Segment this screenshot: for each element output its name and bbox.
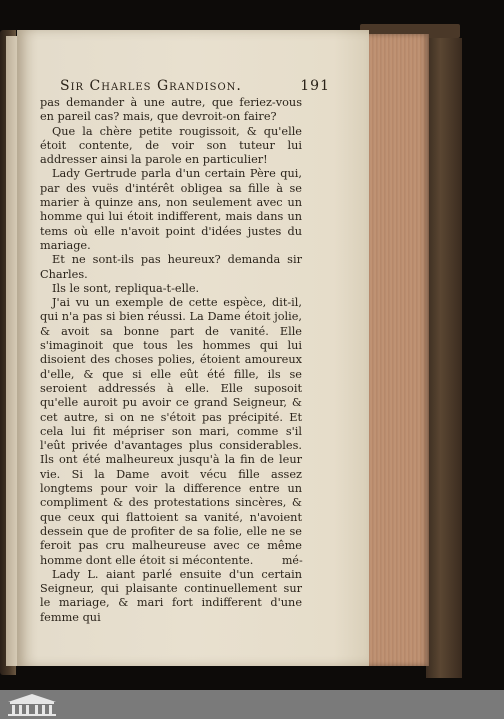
page-stack-edge (367, 34, 429, 666)
catchword: mé- (282, 554, 303, 567)
paragraph: J'ai vu un exemple de cette espèce, dit-il, qui n'a pas si bien réussi. La Dame étoit jolie, & avoit sa bonne part de vanité. Elle s'imaginoit que tous les hommes qui lui disoient des choses polies, étoient amoureux d'elle, & que si elle eût été fille, ils se seroient addressés à elle. Elle suposoit qu'elle auroit pu avoir ce grand Seigneur, & cet autre, si on ne s'étoit pas précipité. Et cela lui fit mépriser son mari, comme s'il l'eût privée d'avantages plus considerables. Ils ont été malheureux jusqu'à la fin de leur vie. Si la Dame avoit vécu fille assez longtems pour voir la difference entre un compliment & des protestations sincères, & que ceux qui flattoient sa vanité, n'avoient dessein que de profiter de sa folie, elle ne se feroit pas cru malheureuse avec ce même homme dont elle étoit si mécontente. (40, 296, 302, 567)
page-text (40, 96, 302, 625)
page-number: 191 (300, 78, 330, 94)
library-building-icon (4, 692, 60, 717)
paragraph: Lady L. aiant parlé ensuite d'un certain Seigneur, qui plaisante continuellement sur le mariage, & mari fort indifferent d'une femme qui (40, 567, 302, 624)
paragraph: pas demander à une autre, que feriez-vous en pareil cas? mais, que devroit-on faire? (40, 96, 302, 124)
back-cover (426, 38, 462, 678)
running-title: Sir Charles Grandison. (60, 78, 242, 94)
viewer-bottom-bar (0, 690, 504, 719)
paragraph: Et ne sont-ils pas heureux? demanda sir Charles. (40, 253, 302, 281)
paragraph: Lady Gertrude parla d'un certain Père qui, par des vuës d'intérêt obligea sa fille à se marier à quinze ans, non seulement avec un homme qui lui étoit indifferent, mais dans un tems où elle n'avoit point d'idées justes du mariage. (40, 167, 302, 252)
paragraph: Ils le sont, repliqua-t-elle. (52, 281, 200, 295)
running-header (60, 78, 330, 94)
paragraph: Que la chère petite rougissoit, & qu'elle étoit contente, de voir son tuteur lui addresser ainsi la parole en particulier! (40, 124, 302, 167)
